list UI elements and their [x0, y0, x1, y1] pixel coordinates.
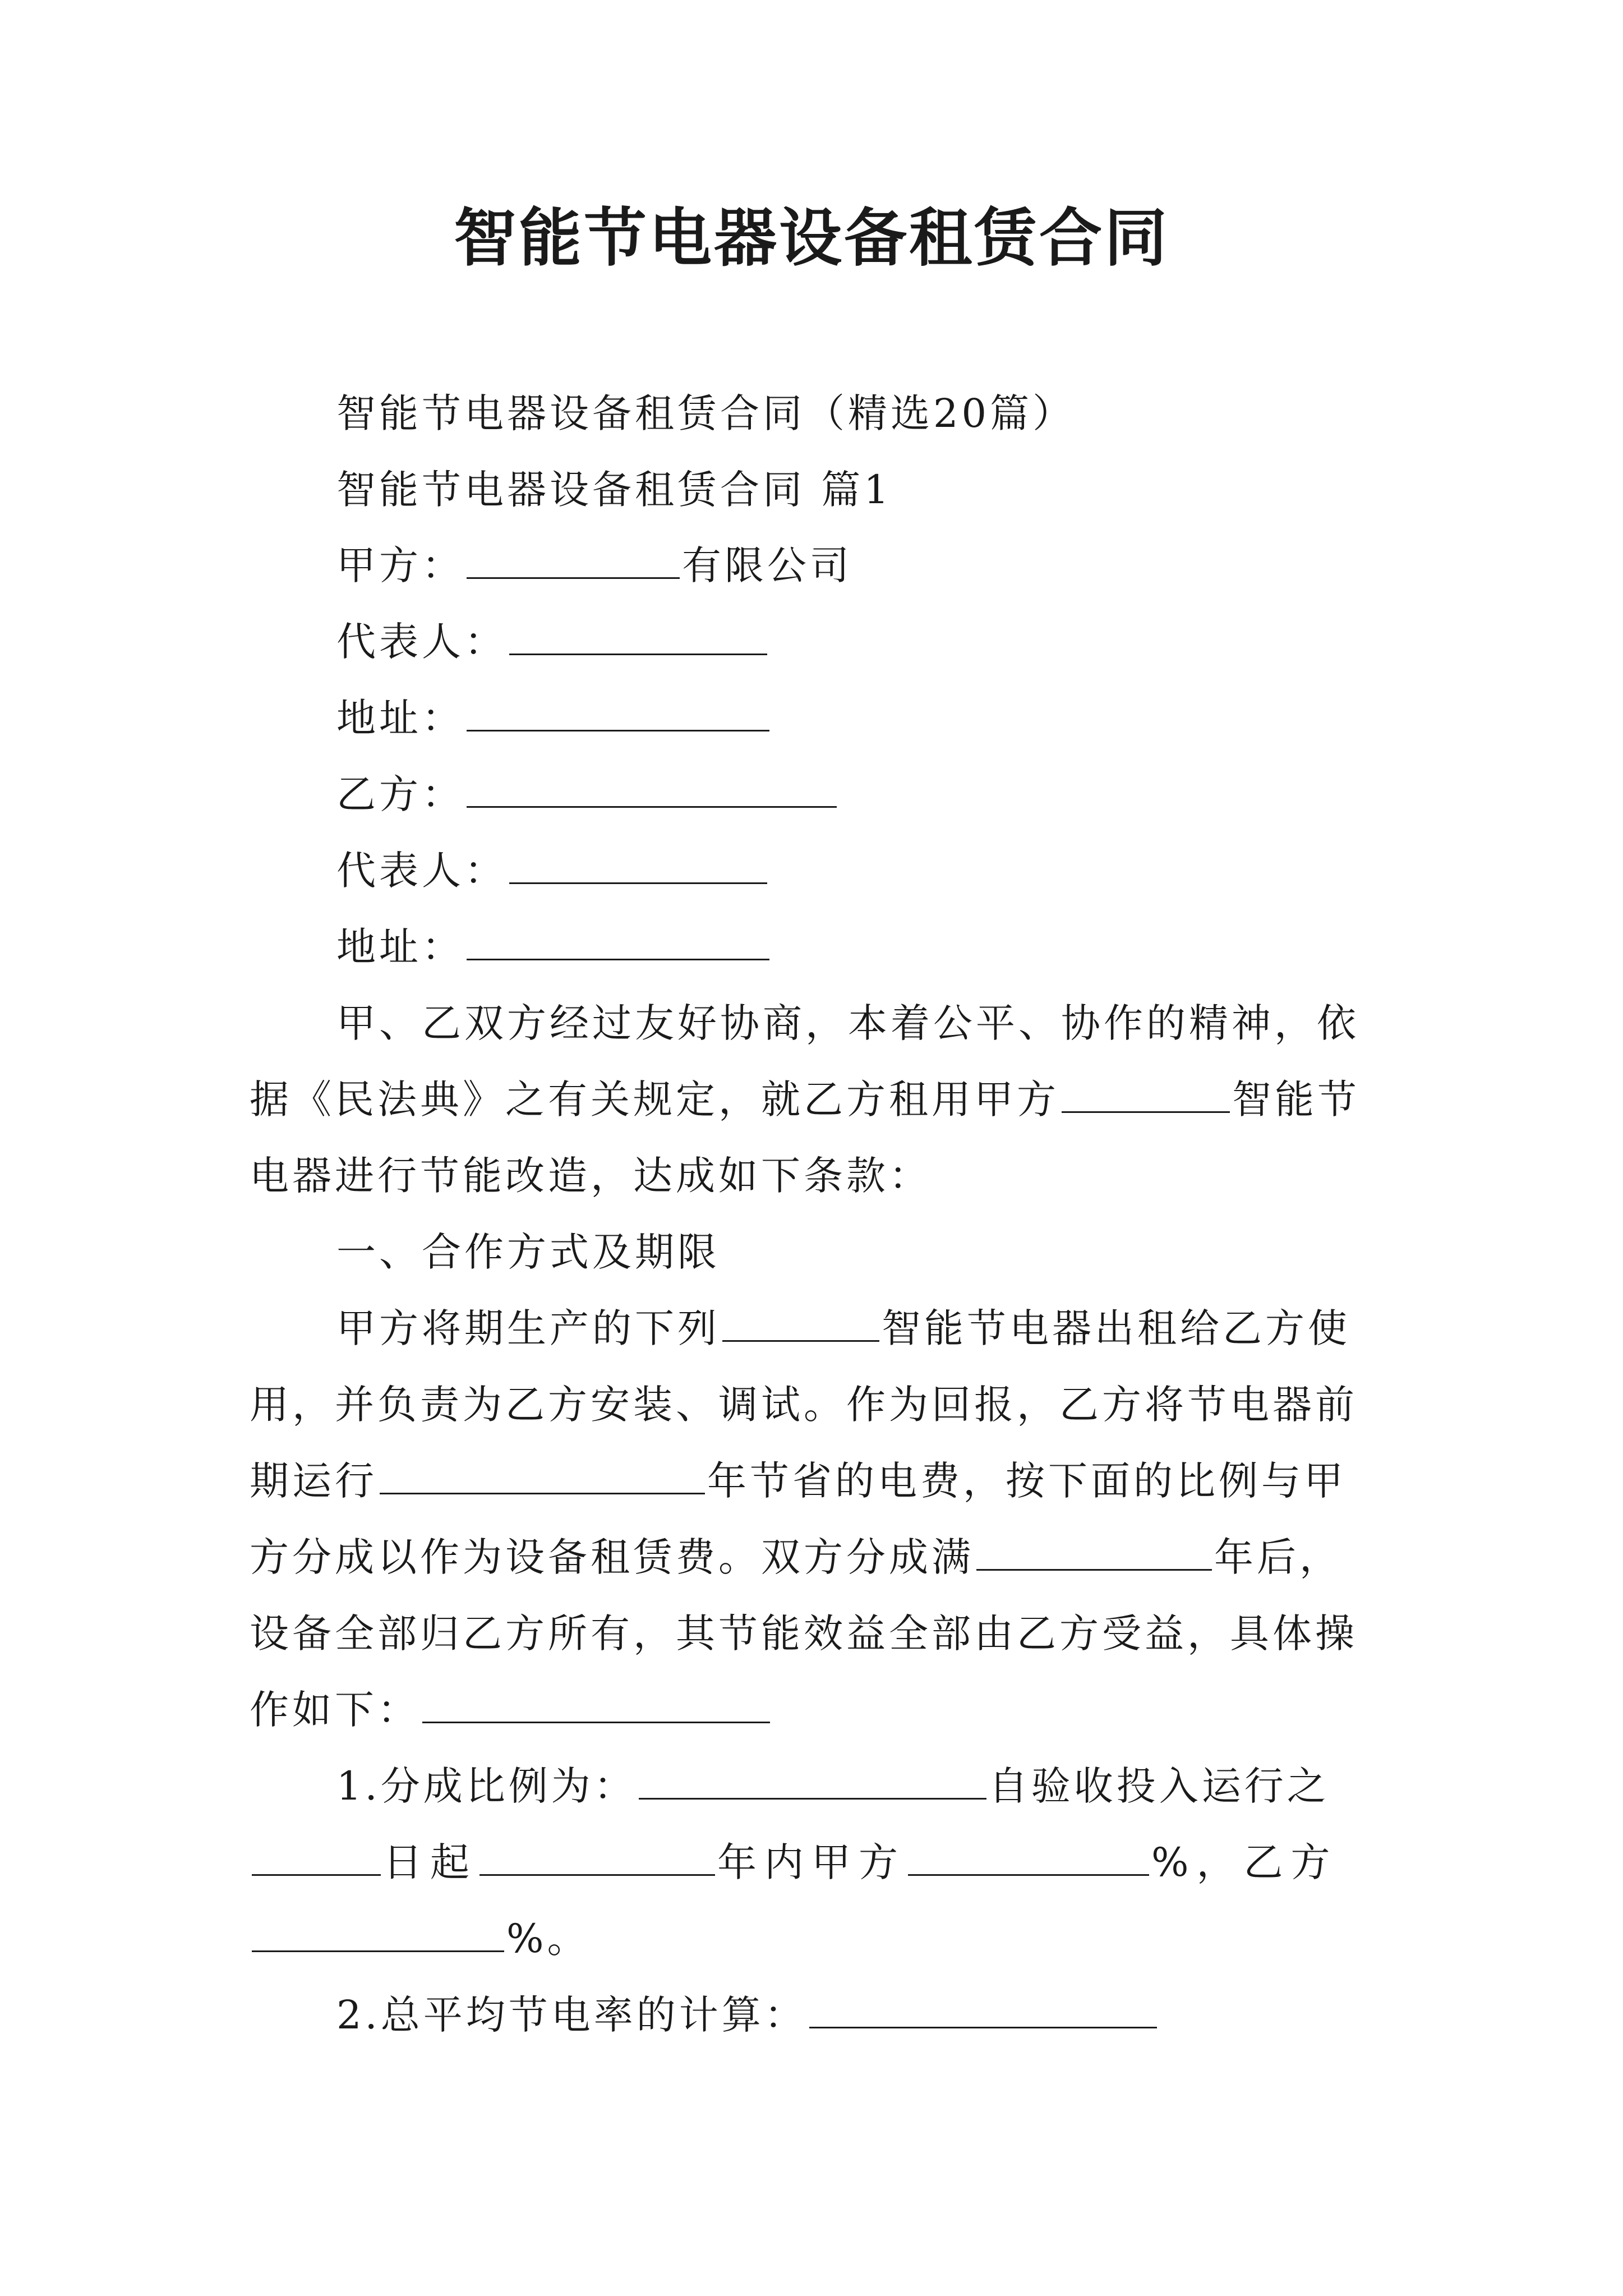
item-line	[336, 1987, 1159, 2043]
party-a-suffix: 有限公司	[682, 542, 852, 588]
party-a-blank	[467, 542, 680, 579]
clause-heading: 一、合作方式及期限	[336, 1229, 720, 1275]
text-span: 日起	[383, 1839, 477, 1885]
party-b-line	[336, 766, 839, 822]
party-b-label: 乙方：	[336, 771, 464, 817]
item-line	[250, 1911, 590, 1967]
blank-line	[479, 1839, 715, 1876]
item-line	[336, 1758, 1330, 1814]
blank-line	[809, 1992, 1157, 2028]
text-span: 年内甲方	[717, 1839, 906, 1885]
blank-line	[1062, 1076, 1230, 1113]
rep-blank	[509, 848, 767, 884]
text-span: 智能节电器出租给乙方使	[882, 1305, 1350, 1351]
blank-line	[252, 1916, 504, 1952]
text-span: 甲方将期生产的下列	[336, 1305, 720, 1351]
blank-line	[722, 1305, 879, 1342]
blank-line	[976, 1534, 1212, 1571]
paragraph-line: 甲、乙双方经过友好协商，本着公平、协作的精神，依	[336, 1000, 1359, 1046]
address-blank	[467, 924, 769, 960]
address-label: 地址：	[336, 924, 464, 970]
section-heading: 智能节电器设备租赁合同 篇1	[336, 467, 892, 513]
text-span: 2.总平均节电率的计算：	[336, 1992, 807, 2038]
rep-label: 代表人：	[336, 619, 507, 665]
rep-blank	[509, 619, 767, 655]
address-label: 地址：	[336, 695, 464, 741]
paragraph-line	[250, 1453, 1347, 1509]
text-span: 作如下：	[250, 1687, 420, 1733]
text-span: %。	[506, 1916, 590, 1962]
address-blank	[467, 695, 769, 731]
paragraph-line	[250, 1682, 772, 1738]
party-a-line	[336, 537, 852, 593]
party-a-address-line	[336, 690, 772, 746]
party-a-label: 甲方：	[336, 542, 464, 588]
text-span: 年后，	[1214, 1534, 1342, 1580]
text-span: %，乙方	[1151, 1839, 1338, 1885]
text-span: 方分成以作为设备租赁费。双方分成满	[250, 1534, 974, 1580]
paragraph-line: 设备全部归乙方所有，其节能效益全部由乙方受益，具体操	[250, 1611, 1358, 1657]
paragraph-line	[336, 1300, 1350, 1356]
blank-line	[908, 1839, 1149, 1876]
party-b-blank	[467, 771, 837, 808]
paragraph-line: 电器进行节能改造，达成如下条款：	[250, 1153, 932, 1199]
party-b-address-line	[336, 919, 772, 975]
text-span: 1.分成比例为：	[336, 1763, 637, 1809]
blank-line	[422, 1687, 770, 1723]
blank-line	[639, 1763, 986, 1800]
blank-line	[380, 1458, 705, 1494]
blank-line	[252, 1839, 381, 1876]
paragraph-line: 用，并负责为乙方安装、调试。作为回报，乙方将节电器前	[250, 1382, 1358, 1428]
document-title: 智能节电器设备租赁合同	[454, 201, 1169, 275]
item-line	[250, 1834, 1338, 1890]
party-a-rep-line	[336, 614, 769, 670]
subtitle: 智能节电器设备租赁合同（精选20篇）	[336, 390, 1076, 436]
paragraph-line	[250, 1529, 1342, 1585]
text-span: 智能节	[1232, 1076, 1360, 1122]
text-span: 年节省的电费，按下面的比例与甲	[707, 1458, 1347, 1504]
text-span: 期运行	[250, 1458, 377, 1504]
text-span: 据《民法典》之有关规定，就乙方租用甲方	[250, 1076, 1059, 1122]
paragraph-line	[250, 1071, 1360, 1128]
text-span: 自验收投入运行之	[988, 1763, 1330, 1809]
rep-label: 代表人：	[336, 848, 507, 894]
party-b-rep-line	[336, 843, 769, 899]
